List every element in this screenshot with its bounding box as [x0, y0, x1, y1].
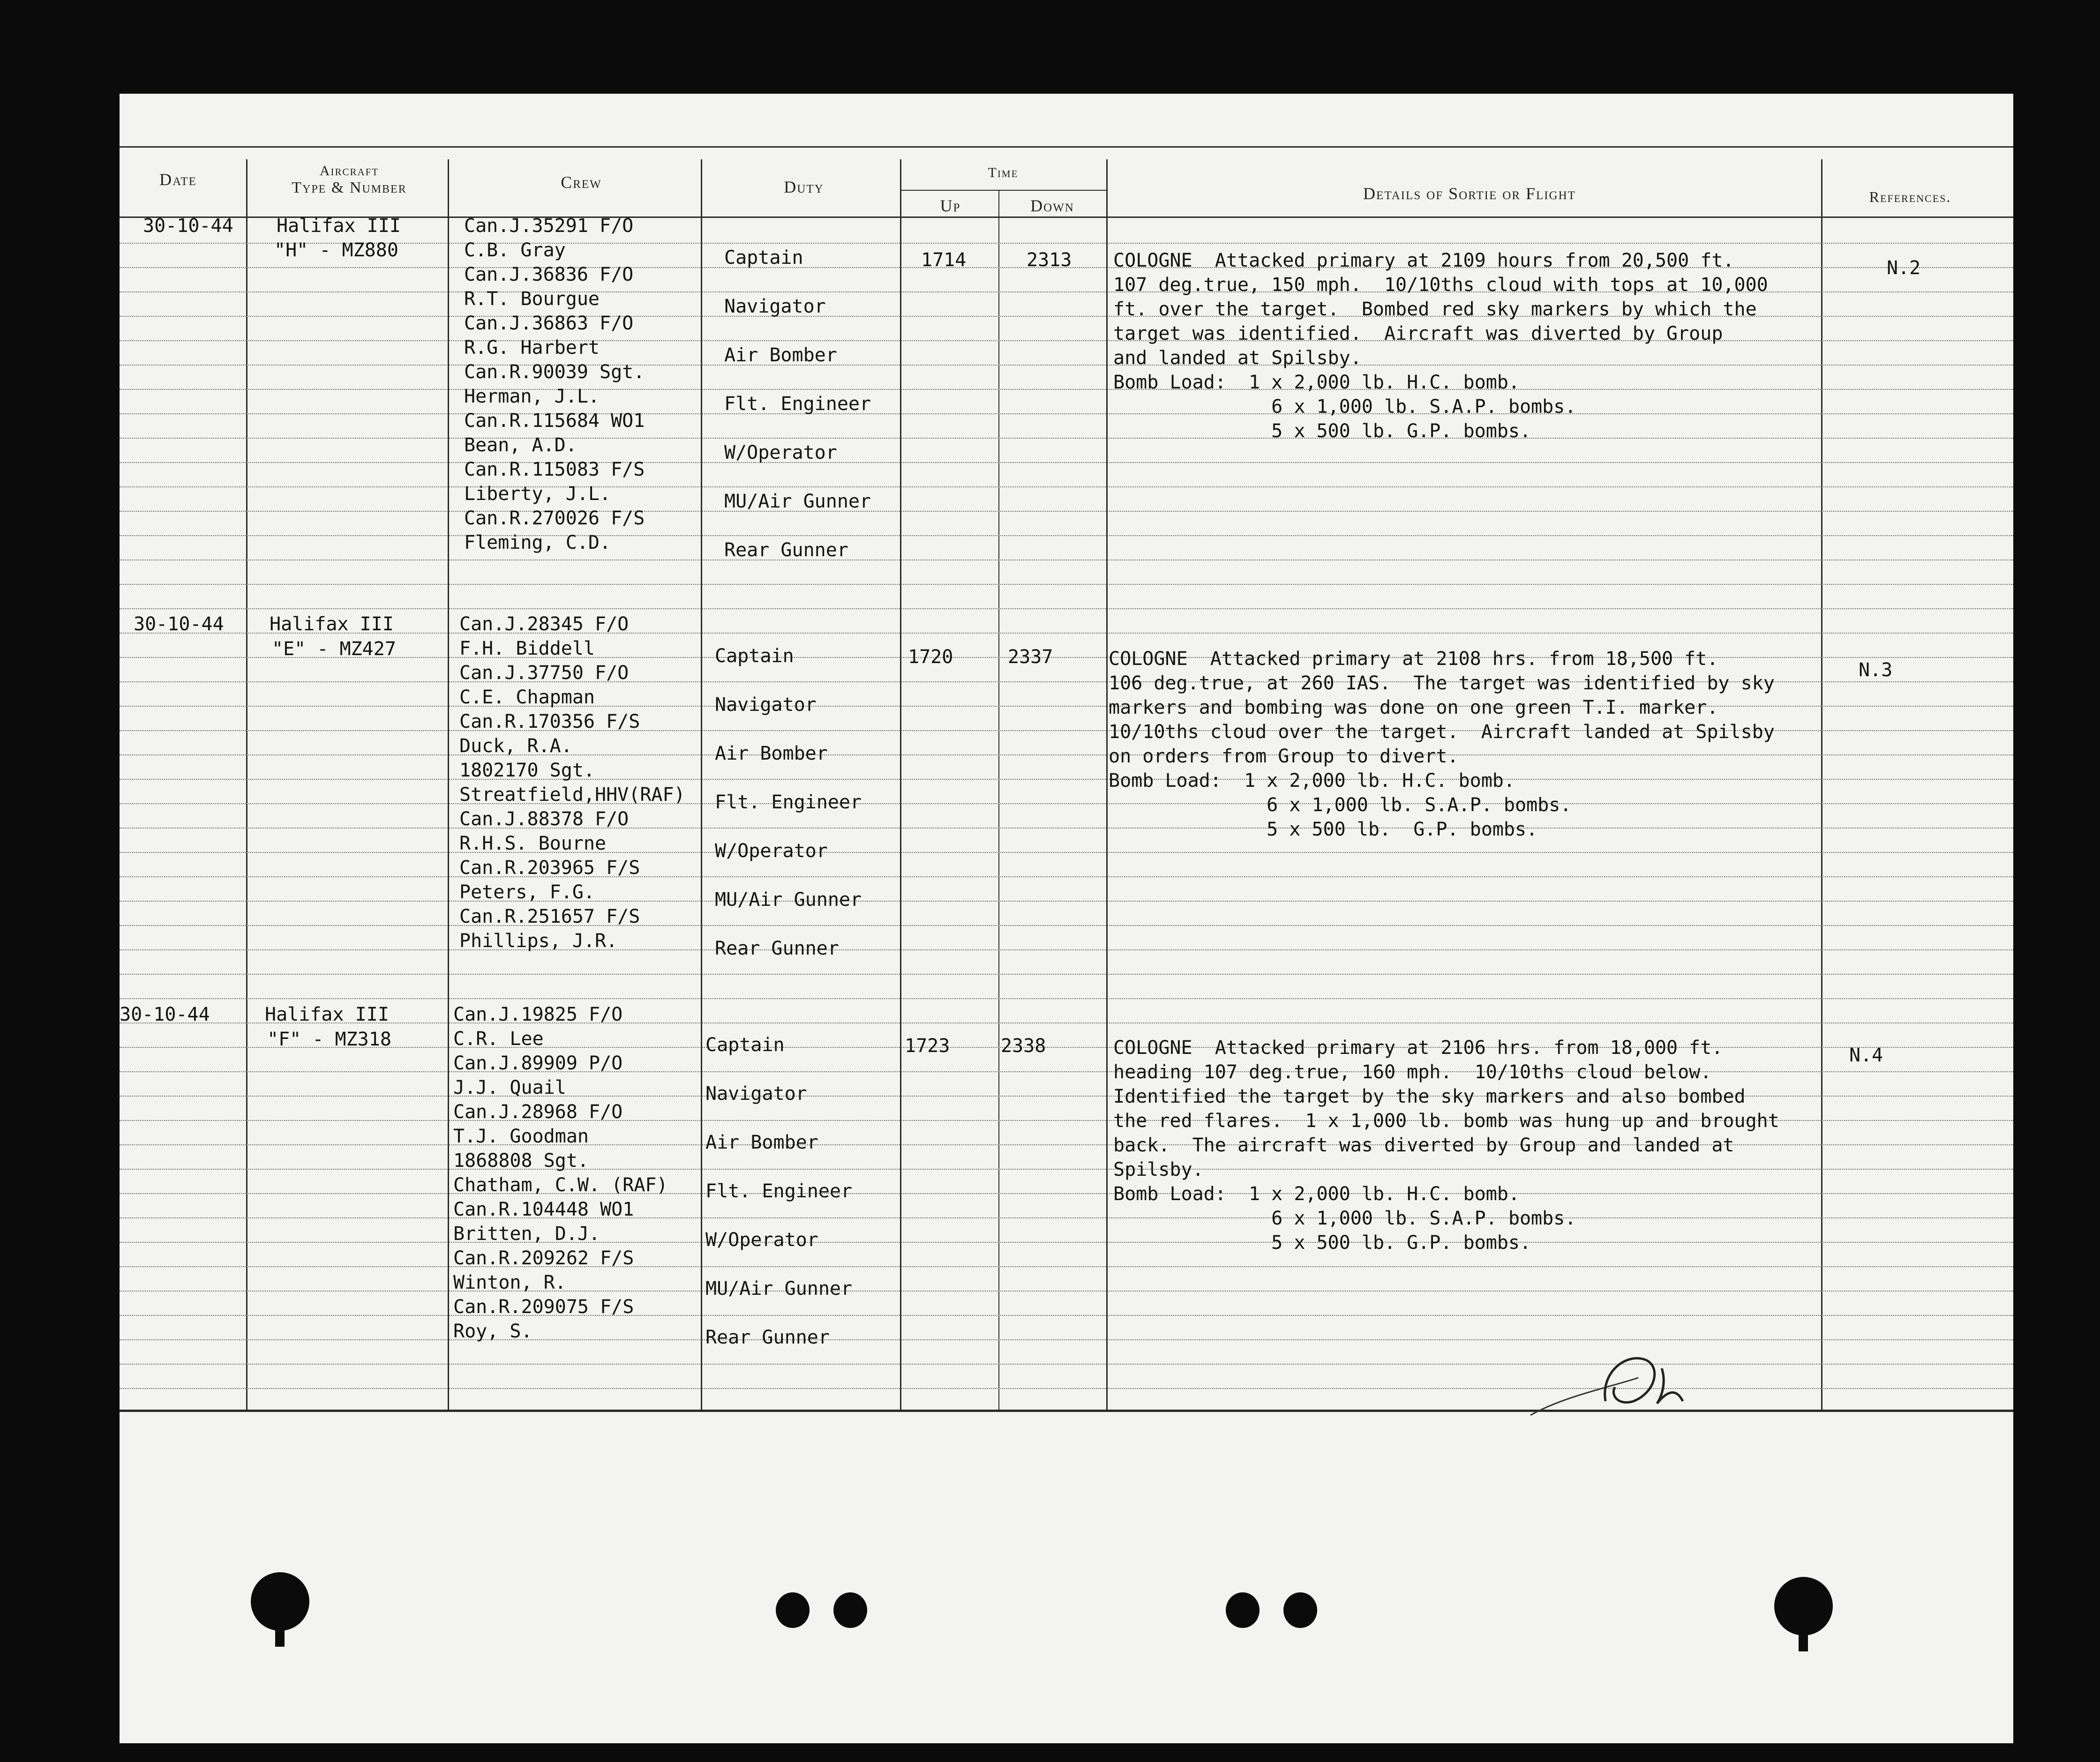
- aircraft-type: Halifax III: [265, 1004, 389, 1025]
- column-divider: [1106, 159, 1108, 1410]
- dotted-rule: [120, 876, 2013, 877]
- crew-line: Streatfield,HHV(RAF): [459, 784, 685, 806]
- details-line: 10/10ths cloud over the target. Aircraft landed at Spilsby: [1109, 721, 1775, 743]
- aircraft-number: "F" - MZ318: [267, 1029, 391, 1050]
- duty-label: Flt. Engineer: [705, 1180, 853, 1202]
- duty-label: Air Bomber: [715, 743, 828, 764]
- dotted-rule: [120, 925, 2013, 926]
- binder-hole: [833, 1592, 867, 1628]
- crew-line: C.E. Chapman: [459, 687, 595, 708]
- details-line: 5 x 500 lb. G.P. bombs.: [1113, 1232, 1531, 1254]
- dotted-rule: [120, 608, 2013, 609]
- dotted-rule: [120, 243, 2013, 244]
- crew-line: Chatham, C.W. (RAF): [453, 1174, 668, 1196]
- dotted-rule: [120, 974, 2013, 975]
- binder-hole: [1283, 1592, 1317, 1628]
- dotted-rule: [120, 852, 2013, 853]
- duty-label: W/Operator: [724, 442, 837, 463]
- duty-label: Navigator: [715, 694, 817, 716]
- crew-line: Can.R.90039 Sgt.: [464, 361, 645, 383]
- sortie-date: 30-10-44: [134, 613, 224, 635]
- crew-line: Peters, F.G.: [459, 881, 595, 903]
- dotted-rule: [120, 949, 2013, 950]
- dotted-rule: [120, 1266, 2013, 1267]
- dotted-rule: [120, 901, 2013, 902]
- aircraft-type: Halifax III: [277, 215, 401, 237]
- details-line: 106 deg.true, at 260 IAS. The target was identified by sky: [1109, 672, 1775, 694]
- column-divider: [246, 159, 248, 1410]
- header-down: Down: [1030, 196, 1074, 215]
- crew-line: Can.R.270026 F/S: [464, 508, 645, 529]
- header-aircraft: [251, 163, 448, 197]
- reference: N.4: [1849, 1045, 1883, 1066]
- record-sheet: [120, 94, 2013, 1743]
- aircraft-type: Halifax III: [270, 613, 394, 635]
- crew-line: Can.J.28345 F/O: [459, 613, 629, 635]
- duty-label: W/Operator: [705, 1229, 818, 1251]
- sortie-date: 30-10-44: [120, 1004, 210, 1025]
- time-up: 1714: [921, 249, 967, 271]
- details-line: 5 x 500 lb. G.P. bombs.: [1109, 819, 1538, 840]
- details-line: heading 107 deg.true, 160 mph. 10/10ths cloud below.: [1113, 1061, 1712, 1083]
- sortie-details: [1109, 647, 1775, 842]
- dotted-rule: [120, 462, 2013, 463]
- crew-line: J.J. Quail: [453, 1077, 566, 1098]
- column-divider: [1821, 159, 1822, 1410]
- details-line: 6 x 1,000 lb. S.A.P. bombs.: [1109, 794, 1572, 816]
- crew-line: Can.R.209262 F/S: [453, 1247, 634, 1269]
- crew-line: Herman, J.L.: [464, 386, 600, 407]
- dotted-rule: [120, 486, 2013, 487]
- column-divider: [900, 159, 901, 1410]
- details-line: Bomb Load: 1 x 2,000 lb. H.C. bomb.: [1113, 1183, 1520, 1205]
- crew-line: Bean, A.D.: [464, 434, 577, 456]
- details-line: 6 x 1,000 lb. S.A.P. bombs.: [1113, 396, 1576, 418]
- column-divider: [701, 159, 702, 1410]
- duty-label: Rear Gunner: [715, 938, 839, 959]
- details-line: ft. over the target. Bombed red sky markers by which the: [1113, 299, 1757, 320]
- crew-line: R.T. Bourgue: [464, 288, 600, 310]
- crew-line: Fleming, C.D.: [464, 532, 611, 553]
- details-line: Bomb Load: 1 x 2,000 lb. H.C. bomb.: [1113, 372, 1520, 393]
- top-rule: [120, 146, 2013, 148]
- duty-label: Captain: [715, 645, 794, 667]
- dotted-rule: [120, 633, 2013, 634]
- dotted-rule: [120, 1315, 2013, 1316]
- binder-hole: [251, 1572, 309, 1631]
- details-line: COLOGNE Attacked primary at 2106 hrs. from 18,000 ft.: [1113, 1037, 1723, 1059]
- duty-label: MU/Air Gunner: [715, 889, 862, 911]
- details-line: Identified the target by the sky markers and also bombed: [1113, 1086, 1746, 1107]
- header-crew: Crew: [561, 173, 602, 192]
- details-line: markers and bombing was done on one green T.I. marker.: [1109, 697, 1718, 718]
- details-line: Spilsby.: [1113, 1159, 1204, 1180]
- time-down: 2338: [1001, 1035, 1046, 1057]
- duty-label: Air Bomber: [724, 344, 837, 366]
- binder-hole: [1226, 1592, 1260, 1628]
- binder-hole: [1774, 1577, 1833, 1635]
- header-bottom-rule: [120, 217, 2013, 218]
- dotted-rule: [120, 998, 2013, 999]
- crew-line: Can.J.36836 F/O: [464, 264, 634, 285]
- duty-label: Captain: [705, 1034, 785, 1056]
- duty-label: Captain: [724, 247, 803, 269]
- details-line: COLOGNE Attacked primary at 2108 hrs. from 18,500 ft.: [1109, 648, 1718, 670]
- crew-line: Can.R.115083 F/S: [464, 459, 645, 480]
- binder-slot: [275, 1626, 285, 1647]
- crew-line: Liberty, J.L.: [464, 483, 611, 505]
- crew-line: Can.R.115684 WO1: [464, 410, 645, 432]
- crew-line: Can.R.170356 F/S: [459, 711, 640, 732]
- time-down: 2313: [1027, 249, 1072, 271]
- dotted-rule: [120, 511, 2013, 512]
- sortie-details: [1113, 248, 1768, 443]
- time-down: 2337: [1008, 646, 1053, 668]
- crew-line: Can.J.19825 F/O: [453, 1004, 623, 1025]
- header-date: Date: [159, 170, 197, 189]
- reference: N.2: [1887, 257, 1921, 279]
- details-line: 107 deg.true, 150 mph. 10/10ths cloud with tops at 10,000: [1113, 274, 1768, 296]
- dotted-rule: [120, 1291, 2013, 1292]
- details-line: 6 x 1,000 lb. S.A.P. bombs.: [1113, 1208, 1576, 1229]
- duty-label: W/Operator: [715, 840, 828, 862]
- crew-line: Can.J.88378 F/O: [459, 808, 629, 830]
- crew-line: R.H.S. Bourne: [459, 833, 607, 854]
- column-divider: [448, 159, 449, 1410]
- sortie-details: [1113, 1036, 1779, 1255]
- details-line: the red flares. 1 x 1,000 lb. bomb was hung up and brought: [1113, 1110, 1779, 1132]
- header-references: References.: [1869, 188, 1951, 205]
- crew-line: F.H. Biddell: [459, 638, 595, 659]
- header-duty: Duty: [784, 178, 824, 196]
- column-divider: [998, 190, 999, 1410]
- crew-line: Phillips, J.R.: [459, 930, 618, 952]
- header-details: Details of Sortie or Flight: [1363, 184, 1576, 203]
- details-line: target was identified. Aircraft was diverted by Group: [1113, 323, 1723, 344]
- duty-label: Navigator: [724, 296, 826, 317]
- crew-line: Can.J.35291 F/O: [464, 215, 634, 237]
- binder-hole: [776, 1592, 810, 1628]
- details-line: COLOGNE Attacked primary at 2109 hours from 20,500 ft.: [1113, 250, 1734, 271]
- crew-line: Can.R.251657 F/S: [459, 906, 640, 927]
- crew-line: T.J. Goodman: [453, 1126, 589, 1147]
- sortie-date: 30-10-44: [143, 215, 233, 237]
- header-aircraft-sublabel: Type & Number: [292, 179, 407, 196]
- details-line: Bomb Load: 1 x 2,000 lb. H.C. bomb.: [1109, 770, 1515, 791]
- crew-line: C.R. Lee: [453, 1028, 544, 1050]
- crew-line: Duck, R.A.: [459, 735, 572, 757]
- aircraft-number: "E" - MZ427: [272, 638, 396, 660]
- duty-label: Rear Gunner: [705, 1327, 830, 1348]
- crew-line: 1802170 Sgt.: [459, 760, 595, 781]
- crew-line: R.G. Harbert: [464, 337, 600, 358]
- crew-line: Winton, R.: [453, 1272, 566, 1293]
- crew-line: Roy, S.: [453, 1321, 532, 1342]
- header-aircraft-label: Aircraft: [319, 163, 379, 179]
- aircraft-number: "H" - MZ880: [274, 239, 398, 261]
- crew-line: Can.R.104448 WO1: [453, 1199, 634, 1220]
- dotted-rule: [120, 535, 2013, 536]
- reference: N.3: [1859, 659, 1893, 681]
- crew-line: Can.J.36863 F/O: [464, 313, 634, 334]
- crew-line: 1868808 Sgt.: [453, 1150, 589, 1172]
- crew-line: Can.J.28968 F/O: [453, 1101, 623, 1123]
- duty-label: MU/Air Gunner: [724, 491, 871, 512]
- time-sub-rule: [900, 190, 1106, 191]
- time-up: 1720: [908, 646, 953, 668]
- crew-line: C.B. Gray: [464, 239, 566, 261]
- crew-line: Can.J.89909 P/O: [453, 1053, 623, 1074]
- duty-label: Flt. Engineer: [715, 791, 862, 813]
- duty-label: Rear Gunner: [724, 539, 848, 561]
- details-line: 5 x 500 lb. G.P. bombs.: [1113, 420, 1531, 442]
- binder-slot: [1799, 1631, 1808, 1651]
- details-line: back. The aircraft was diverted by Group and landed at: [1113, 1135, 1734, 1156]
- time-up: 1723: [905, 1035, 950, 1057]
- details-line: on orders from Group to divert.: [1109, 746, 1459, 767]
- handwritten-initials: [1526, 1340, 1751, 1425]
- crew-line: Britten, D.J.: [453, 1223, 600, 1245]
- header-time: Time: [988, 165, 1019, 180]
- crew-line: Can.R.203965 F/S: [459, 857, 640, 879]
- header-up: Up: [940, 196, 961, 215]
- details-line: and landed at Spilsby.: [1113, 347, 1362, 369]
- dotted-rule: [120, 584, 2013, 585]
- crew-line: Can.J.37750 F/O: [459, 662, 629, 684]
- crew-line: Can.R.209075 F/S: [453, 1296, 634, 1318]
- duty-label: Navigator: [705, 1083, 807, 1105]
- duty-label: Flt. Engineer: [724, 393, 871, 415]
- duty-label: MU/Air Gunner: [705, 1278, 853, 1299]
- duty-label: Air Bomber: [705, 1132, 818, 1153]
